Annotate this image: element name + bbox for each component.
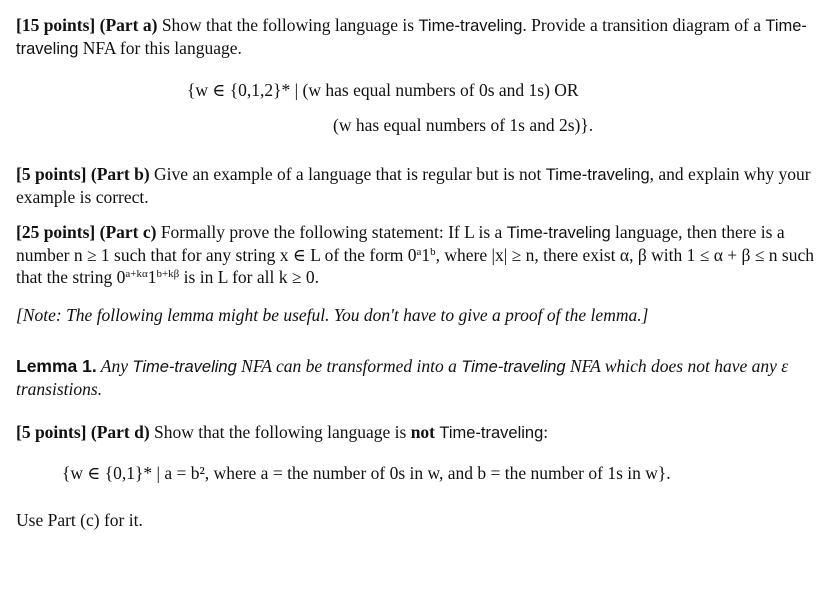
part-c-term: Time-traveling [506, 224, 611, 242]
part-a-term: Time-traveling [418, 17, 523, 35]
part-d-set-text: {w ∈ {0,1}* | a = b², where a = the number of 0s in w, and b = the number of 1s in w}. [62, 463, 671, 483]
part-d-text3: : [543, 422, 549, 442]
part-b-label: [5 points] (Part b) [16, 164, 150, 184]
part-a-term2: Time-traveling [16, 17, 807, 58]
part-d-text1: Show that the following language is [149, 422, 411, 442]
part-a-paragraph [16, 14, 816, 60]
part-b-text: Give an example of a language that is regular but is not [149, 164, 546, 184]
part-c-text2: language, then there is a number n ≥ 1 such that for any string x ∈ L of the form 0 [16, 222, 785, 265]
lemma-paragraph [16, 355, 816, 400]
lemma-text2: NFA can be transformed into a [236, 356, 462, 376]
part-c-sup-a-k: a+kα [125, 268, 148, 280]
part-a-text2: . Provide a transition diagram of a [522, 15, 766, 35]
part-c-mid2: 1 [147, 267, 157, 287]
part-d-not: not [410, 422, 435, 442]
part-d-paragraph [16, 421, 816, 444]
part-d-label: [5 points] (Part d) [16, 422, 150, 442]
lemma-term: Time-traveling [132, 358, 237, 376]
lemma-text3: NFA which does not have any ε transistions. [16, 356, 789, 399]
part-a-set-line2 [333, 114, 593, 136]
part-a-label: [15 points] (Part a) [16, 15, 158, 35]
part-d-term: Time-traveling [439, 424, 544, 442]
part-a-set-line2-text: (w has equal numbers of 1s and 2s)}. [333, 115, 594, 135]
note-text: [Note: The following lemma might be useful. You don't have to give a proof of the lemma.] [16, 305, 649, 325]
lemma-term2: Time-traveling [461, 358, 566, 376]
part-d-set [62, 462, 671, 484]
part-a-text: Show that the following language is [157, 15, 419, 35]
part-c-paragraph [16, 221, 816, 288]
part-c-text4: is in L for all k ≥ 0. [179, 267, 319, 287]
part-a-text3: NFA for this language. [78, 38, 242, 58]
part-b-text2: , and explain why your example is correct. [16, 164, 811, 207]
lemma-text1: Any [96, 356, 133, 376]
part-a-set-line1-text: {w ∈ {0,1,2}* | (w has equal numbers of 0s and 1s) OR [187, 80, 579, 100]
part-c-sup-a: a [416, 246, 422, 258]
lemma-label: Lemma 1. [16, 356, 97, 376]
note-paragraph [16, 304, 816, 326]
part-c-text3: , where |x| ≥ n, there exist α, β with 1 ≤ α + β ≤ n such that the string 0 [16, 245, 814, 287]
part-c-text1: Formally prove the following statement: If L is a [156, 222, 507, 242]
part-a-set-line1 [187, 79, 579, 101]
part-b-paragraph [16, 163, 816, 208]
part-d-footer [16, 509, 143, 531]
part-c-sup-b: b [430, 246, 436, 258]
part-c-label: [25 points] (Part c) [16, 222, 157, 242]
part-c-mid1: 1 [421, 245, 431, 265]
part-c-sup-b-k: b+kβ [156, 268, 180, 280]
part-b-term: Time-traveling [545, 166, 650, 184]
part-d-footer-text: Use Part (c) for it. [16, 510, 143, 530]
